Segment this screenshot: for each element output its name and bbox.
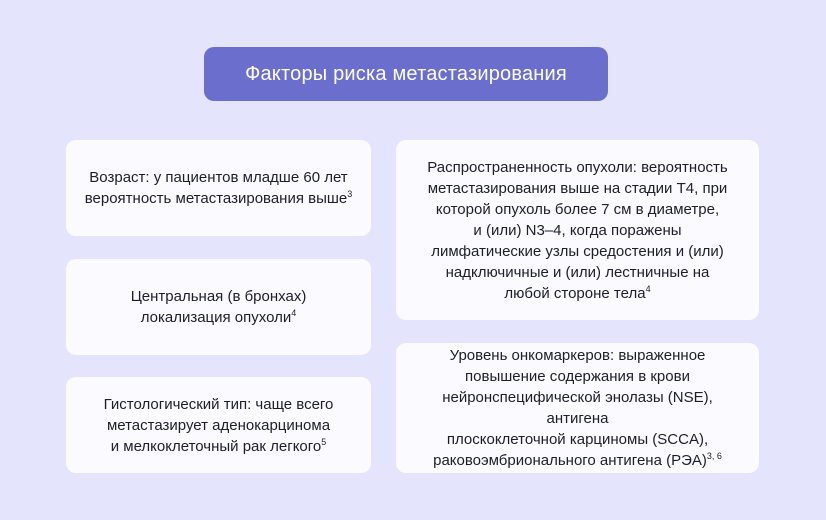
reference-marker: 3, 6 [706, 451, 722, 461]
reference-marker: 4 [291, 308, 297, 318]
risk-factor-histology [66, 377, 371, 473]
risk-factor-localization [66, 259, 371, 355]
risk-factor-age-text: Возраст: у пациентов младше 60 лет вероятность метастазирования выше [84, 169, 348, 207]
risk-factor-tumor-markers-text: Уровень онкомаркеров: выраженное повышение содержания в крови нейронспецифической энолазы (NSE), антигена плоскоклеточной карциномы (SCCA), раковоэмбрионального антигена (РЭА) [433, 347, 713, 469]
diagram-title: Факторы риска метастазирования [204, 47, 608, 101]
risk-factor-localization-text: Центральная (в бронхах) локализация опухоли [130, 288, 307, 326]
risk-factor-tumor-extent-text: Распространенность опухоли: вероятность метастазирования выше на стадии Т4, при которой опухоль более 7 см в диаметре, и (или) N3–4, когда поражены лимфатические узлы средостения и (или) надключичные и (или) лестничные на любой стороне тела [427, 158, 728, 302]
risk-factor-tumor-markers [396, 343, 759, 473]
reference-marker: 4 [645, 283, 651, 294]
risk-factor-age [66, 140, 371, 236]
risk-factor-histology-text: Гистологический тип: чаще всего метастазирует аденокарцинома и мелкоклеточный рак легкого [103, 395, 334, 455]
risk-factor-tumor-extent [396, 140, 759, 320]
reference-marker: 3 [347, 189, 353, 199]
reference-marker: 5 [321, 436, 327, 447]
